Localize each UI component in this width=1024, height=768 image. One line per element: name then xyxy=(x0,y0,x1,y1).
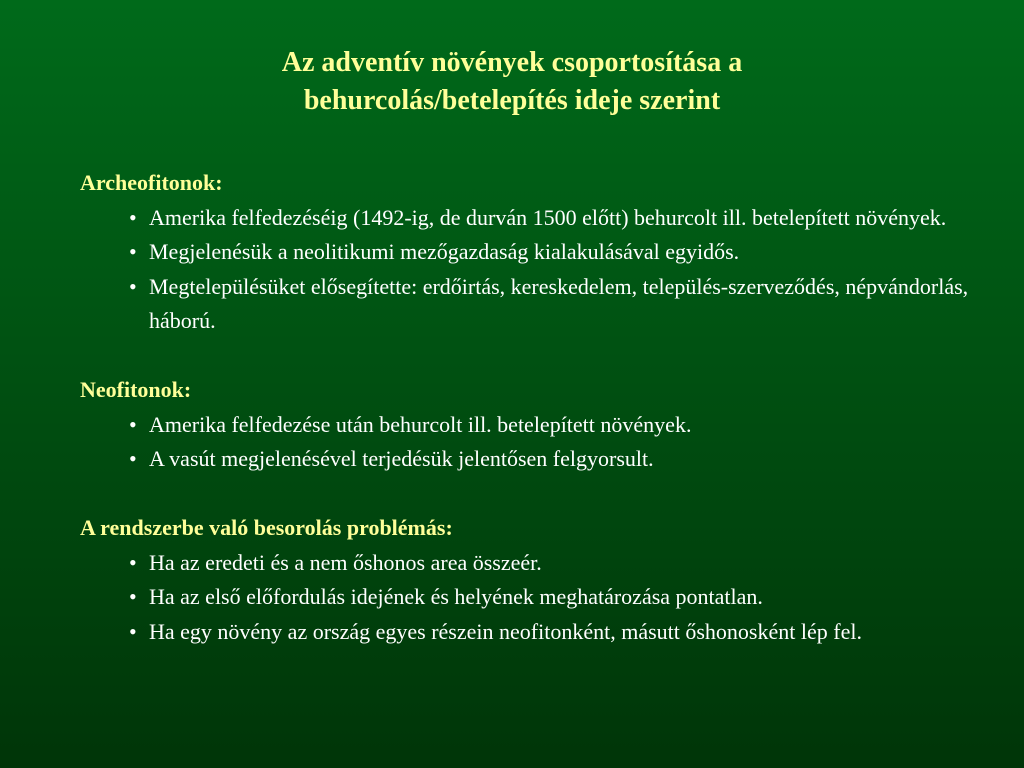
list-item-text: Ha az eredeti és a nem őshonos area összeér. xyxy=(149,549,542,575)
list-item-text: Ha az első előfordulás idejének és helyének meghatározása pontatlan. xyxy=(149,584,763,609)
slide-content xyxy=(80,166,970,684)
section-archeofitonok xyxy=(80,166,970,339)
list-item xyxy=(80,615,970,650)
list-item xyxy=(80,408,970,443)
list-item-text: Ha egy növény az ország egyes részein neofitonként, másutt őshonosként lép fel. xyxy=(149,618,862,644)
slide-title-line-1: Az adventív növények csoportosítása a xyxy=(281,47,743,78)
bullet-icon: • xyxy=(129,446,137,471)
section-heading: A rendszerbe való besorolás problémás: xyxy=(80,515,453,540)
list-item-text: A vasút megjelenésével terjedésük jelentősen felgyorsult. xyxy=(149,446,654,471)
list-item-text: Amerika felfedezéséig (1492-ig, de durván 1500 előtt) behurcolt ill. betelepített növények. xyxy=(149,204,947,230)
list-item xyxy=(80,580,970,615)
slide-title xyxy=(0,44,1024,120)
section-neofitonok xyxy=(80,373,970,477)
bullet-icon: • xyxy=(129,204,137,230)
bullet-list xyxy=(80,546,970,650)
list-item xyxy=(80,270,970,339)
bullet-icon: • xyxy=(129,584,137,609)
list-item xyxy=(80,546,970,581)
slide-title-line-2: behurcolás/betelepítés ideje szerint xyxy=(303,85,721,116)
section-heading: Neofitonok: xyxy=(80,377,192,402)
list-item xyxy=(80,235,970,270)
bullet-icon: • xyxy=(129,618,137,644)
bullet-icon: • xyxy=(129,411,137,437)
bullet-icon: • xyxy=(129,239,137,264)
bullet-list xyxy=(80,408,970,477)
list-item-text: Megtelepülésüket elősegítette: erdőirtás, kereskedelem, település-szerveződés, népvándorlás, háború. xyxy=(149,273,969,333)
list-item-text: Amerika felfedezése után behurcolt ill. betelepített növények. xyxy=(149,411,692,437)
list-item-text: Megjelenésük a neolitikumi mezőgazdaság kialakulásával egyidős. xyxy=(149,239,740,264)
list-item xyxy=(80,442,970,477)
section-heading: Archeofitonok: xyxy=(80,170,223,195)
bullet-icon: • xyxy=(129,273,137,299)
section-classification-problems xyxy=(80,511,970,649)
bullet-icon: • xyxy=(129,549,137,575)
list-item xyxy=(80,201,970,236)
bullet-list xyxy=(80,201,970,339)
